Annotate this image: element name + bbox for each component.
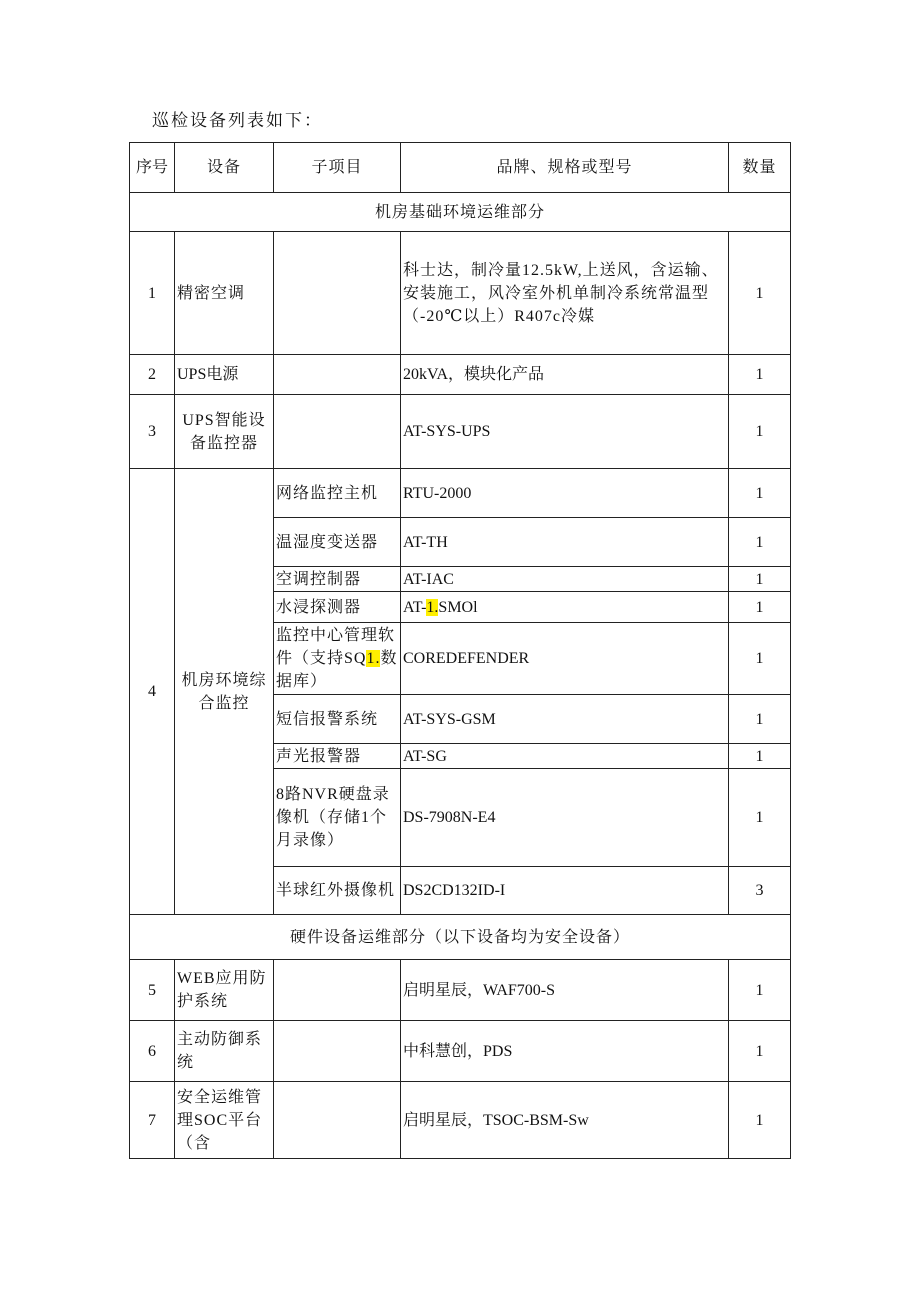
seq-cell: 7 <box>130 1082 175 1159</box>
brand-cell: 20kVA，模块化产品 <box>401 355 729 395</box>
brand-prefix: AT- <box>403 598 427 616</box>
qty-cell: 1 <box>729 592 791 623</box>
header-device: 设备 <box>175 143 274 193</box>
brand-suffix: SMOl <box>438 598 478 616</box>
section-title: 机房基础环境运维部分 <box>130 193 791 232</box>
brand-cell: DS-7908N-E4 <box>401 769 729 867</box>
qty-cell: 1 <box>729 1021 791 1082</box>
qty-cell: 1 <box>729 395 791 469</box>
qty-cell: 1 <box>729 623 791 695</box>
seq-cell: 2 <box>130 355 175 395</box>
sub-cell: 温湿度变送器 <box>274 518 401 567</box>
section-row <box>130 915 791 960</box>
table-row <box>130 395 791 469</box>
brand-cell: 启明星辰，TSOC-BSM-Sw <box>401 1082 729 1159</box>
brand-cell: COREDEFENDER <box>401 623 729 695</box>
qty-cell: 1 <box>729 518 791 567</box>
sub-prefix: 监控中心管理软件（支持SQ <box>276 627 396 667</box>
brand-cell: 科士达，制冷量12.5kW,上送风，含运输、安装施工，风冷室外机单制冷系统常温型（-20℃以上）R407c冷媒 <box>401 232 729 355</box>
qty-cell: 1 <box>729 567 791 592</box>
brand-cell: AT-SG <box>401 744 729 769</box>
header-brand: 品牌、规格或型号 <box>401 143 729 193</box>
brand-cell: RTU-2000 <box>401 469 729 518</box>
qty-cell: 1 <box>729 469 791 518</box>
device-cell: 机房环境综合监控 <box>175 469 274 915</box>
seq-cell: 1 <box>130 232 175 355</box>
device-cell: WEB应用防护系统 <box>175 960 274 1021</box>
header-row <box>130 143 791 193</box>
qty-cell: 1 <box>729 695 791 744</box>
brand-cell: DS2CD132ID-I <box>401 867 729 915</box>
device-cell: 主动防御系统 <box>175 1021 274 1082</box>
brand-cell: AT-IAC <box>401 567 729 592</box>
sub-suffix: 数据库） <box>276 650 398 690</box>
header-sub: 子项目 <box>274 143 401 193</box>
sub-cell <box>274 960 401 1021</box>
section-row <box>130 193 791 232</box>
sub-cell: 短信报警系统 <box>274 695 401 744</box>
table-row <box>130 1021 791 1082</box>
sub-cell <box>274 395 401 469</box>
device-cell: 精密空调 <box>175 232 274 355</box>
sub-cell: 网络监控主机 <box>274 469 401 518</box>
highlighted-text: 1. <box>366 650 381 667</box>
brand-cell: AT-SYS-GSM <box>401 695 729 744</box>
qty-cell: 3 <box>729 867 791 915</box>
qty-cell: 1 <box>729 744 791 769</box>
header-qty: 数量 <box>729 143 791 193</box>
sub-cell: 半球红外摄像机 <box>274 867 401 915</box>
highlighted-text: 1. <box>426 598 439 616</box>
seq-cell: 6 <box>130 1021 175 1082</box>
device-cell: UPS智能设备监控器 <box>175 395 274 469</box>
qty-cell: 1 <box>729 232 791 355</box>
brand-cell: AT-SYS-UPS <box>401 395 729 469</box>
device-cell: UPS电源 <box>175 355 274 395</box>
qty-cell: 1 <box>729 355 791 395</box>
brand-cell: AT-TH <box>401 518 729 567</box>
qty-cell: 1 <box>729 960 791 1021</box>
section-title: 硬件设备运维部分（以下设备均为安全设备） <box>130 915 791 960</box>
sub-cell <box>274 232 401 355</box>
table-row <box>130 1082 791 1159</box>
device-cell: 安全运维管理SOC平台（含 <box>175 1082 274 1159</box>
sub-cell: 空调控制器 <box>274 567 401 592</box>
brand-cell: 中科慧创，PDS <box>401 1021 729 1082</box>
table-row <box>130 960 791 1021</box>
brand-cell: 启明星辰，WAF700-S <box>401 960 729 1021</box>
qty-cell: 1 <box>729 1082 791 1159</box>
table-row <box>130 469 791 518</box>
equipment-table <box>129 142 791 1159</box>
seq-cell: 3 <box>130 395 175 469</box>
seq-cell: 5 <box>130 960 175 1021</box>
brand-cell <box>401 592 729 623</box>
sub-cell <box>274 623 401 695</box>
sub-cell: 声光报警器 <box>274 744 401 769</box>
sub-cell <box>274 355 401 395</box>
sub-cell: 水浸探测器 <box>274 592 401 623</box>
intro-text: 巡检设备列表如下： <box>152 111 323 130</box>
sub-cell: 8路NVR硬盘录像机（存储1个月录像） <box>274 769 401 867</box>
sub-cell <box>274 1082 401 1159</box>
table-row <box>130 355 791 395</box>
qty-cell: 1 <box>729 769 791 867</box>
table-row <box>130 232 791 355</box>
header-seq: 序号 <box>130 143 175 193</box>
sub-cell <box>274 1021 401 1082</box>
seq-cell: 4 <box>130 469 175 915</box>
